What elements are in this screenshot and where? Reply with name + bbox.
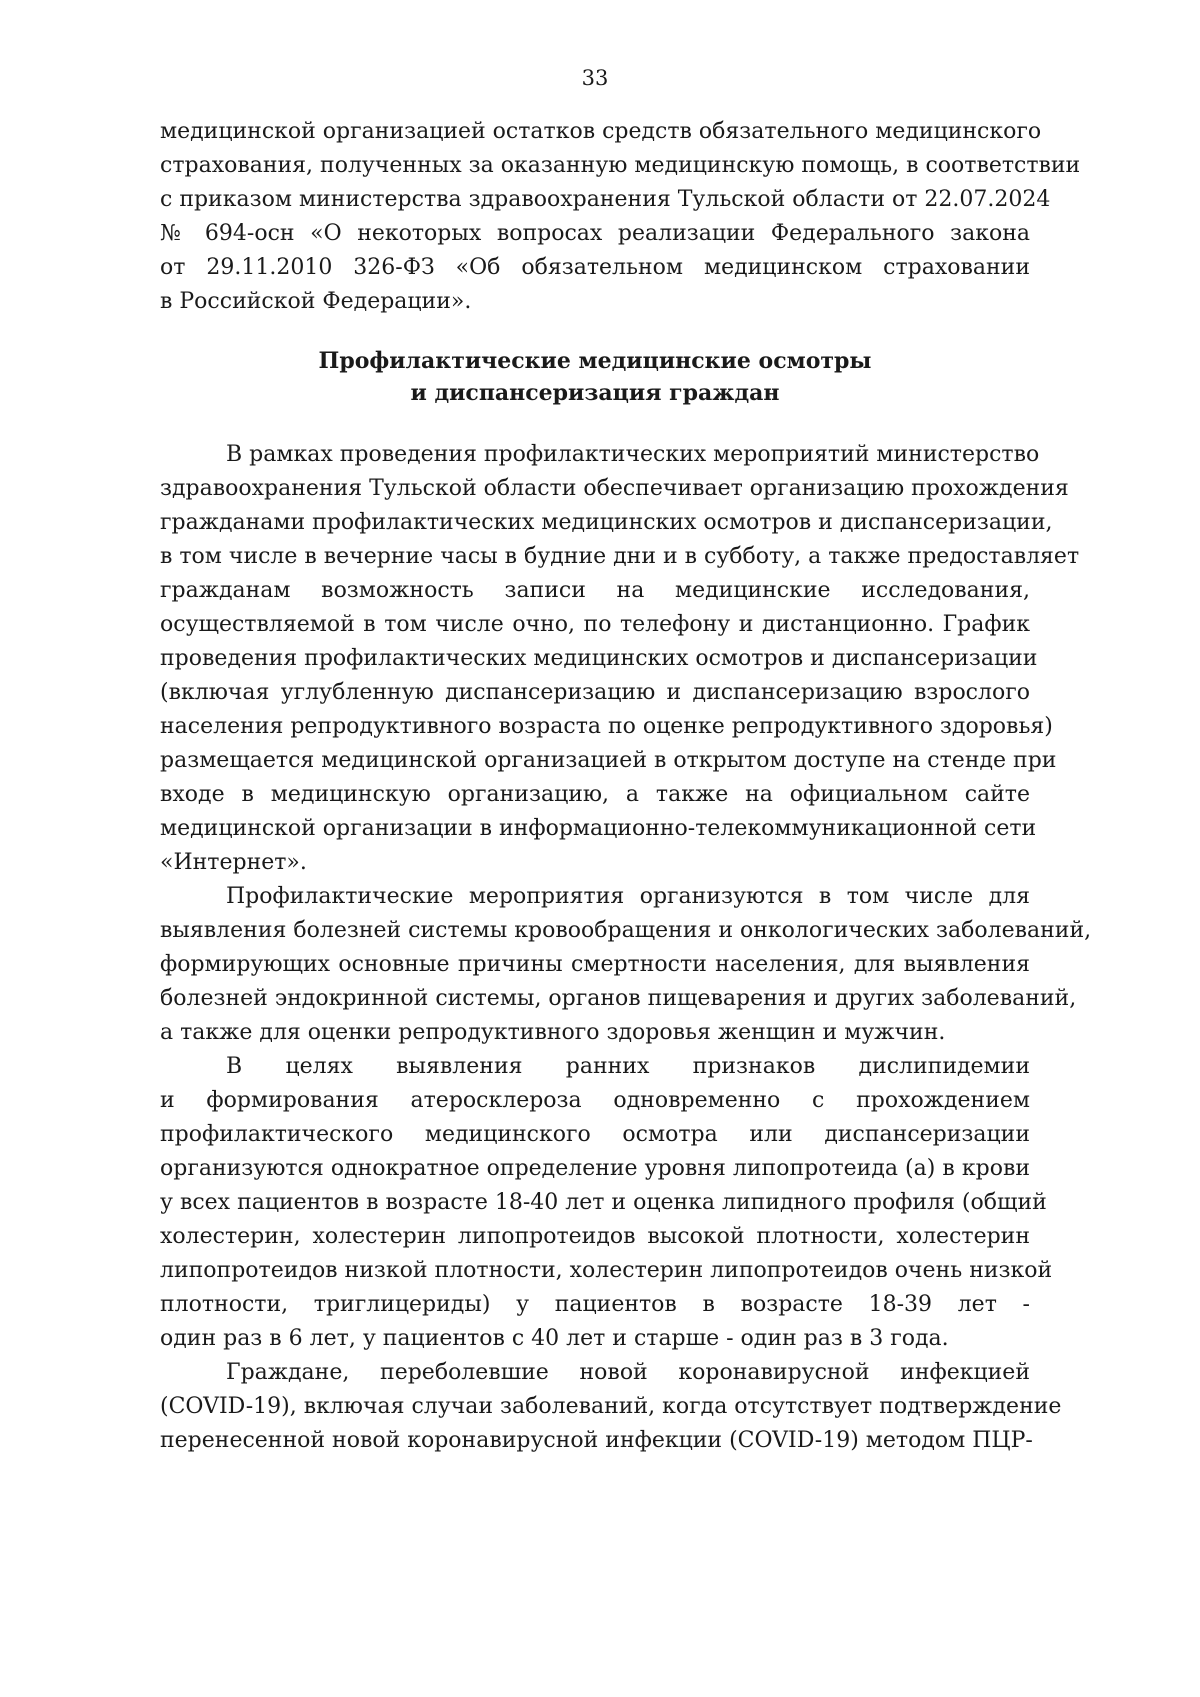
text-line: липопротеидов низкой плотности, холестерин липопротеидов очень низкой xyxy=(160,1258,1053,1283)
page-number: 33 xyxy=(581,66,609,90)
text-line: с приказом министерства здравоохранения Тульской области от 22.07.2024 xyxy=(160,187,1051,212)
text-line: «Интернет». xyxy=(160,850,307,875)
text-line: страхования, полученных за оказанную медицинскую помощь, в соответствии xyxy=(160,153,1081,178)
text-line: здравоохранения Тульской области обеспечивает организацию прохождения xyxy=(160,476,1069,501)
text-line: профилактического медицинского осмотра или диспансеризации xyxy=(160,1122,1030,1147)
text-line: холестерин, холестерин липопротеидов высокой плотности, холестерин xyxy=(160,1224,1030,1249)
text-line: болезней эндокринной системы, органов пищеварения и других заболеваний, xyxy=(160,986,1077,1011)
text-line: у всех пациентов в возрасте 18-40 лет и оценка липидного профиля (общий xyxy=(160,1190,1047,1215)
text-line: выявления болезней системы кровообращения и онкологических заболеваний, xyxy=(160,918,1092,943)
text-line: гражданами профилактических медицинских осмотров и диспансеризации, xyxy=(160,510,1053,535)
text-line: в том числе в вечерние часы в будние дни и в субботу, а также предоставляет xyxy=(160,544,1080,569)
text-line: формирующих основные причины смертности населения, для выявления xyxy=(160,952,1030,977)
text-line: медицинской организацией остатков средств обязательного медицинского xyxy=(160,119,1042,144)
text-line: медицинской организации в информационно-телекоммуникационной сети xyxy=(160,816,1037,841)
text-line: (включая углубленную диспансеризацию и диспансеризацию взрослого xyxy=(160,680,1030,705)
text-line: населения репродуктивного возраста по оценке репродуктивного здоровья) xyxy=(160,714,1053,739)
text-line: осуществляемой в том числе очно, по телефону и дистанционно. График xyxy=(160,612,1030,637)
text-line: Профилактические мероприятия организуются в том числе для xyxy=(226,884,1030,909)
text-line: перенесенной новой коронавирусной инфекции (COVID-19) методом ПЦР- xyxy=(160,1428,1033,1453)
text-line: от 29.11.2010 326-ФЗ «Об обязательном медицинском страховании xyxy=(160,255,1030,280)
text-line: В целях выявления ранних признаков дислипидемии xyxy=(226,1054,1030,1079)
text-line: входе в медицинскую организацию, а также на официальном сайте xyxy=(160,782,1030,807)
text-line: № 694-осн «О некоторых вопросах реализации Федерального закона xyxy=(160,221,1030,246)
section-heading-line-1: Профилактические медицинские осмотры xyxy=(318,348,872,374)
text-line: размещается медицинской организацией в открытом доступе на стенде при xyxy=(160,748,1057,773)
section-heading-line-2: и диспансеризация граждан xyxy=(410,380,780,406)
text-line: плотности, триглицериды) у пациентов в возрасте 18-39 лет - xyxy=(160,1292,1030,1317)
text-line: проведения профилактических медицинских осмотров и диспансеризации xyxy=(160,646,1038,671)
text-line: один раз в 6 лет, у пациентов с 40 лет и старше - один раз в 3 года. xyxy=(160,1326,949,1351)
text-line: а также для оценки репродуктивного здоровья женщин и мужчин. xyxy=(160,1020,946,1045)
text-line: гражданам возможность записи на медицинские исследования, xyxy=(160,578,1030,603)
text-line: и формирования атеросклероза одновременно с прохождением xyxy=(160,1088,1030,1113)
text-line: (COVID-19), включая случаи заболеваний, когда отсутствует подтверждение xyxy=(160,1394,1062,1419)
text-line: организуются однократное определение уровня липопротеида (а) в крови xyxy=(160,1156,1030,1181)
text-line: В рамках проведения профилактических мероприятий министерство xyxy=(226,442,1040,467)
text-line: в Российской Федерации». xyxy=(160,289,472,314)
text-line: Граждане, переболевшие новой коронавирусной инфекцией xyxy=(226,1360,1030,1385)
